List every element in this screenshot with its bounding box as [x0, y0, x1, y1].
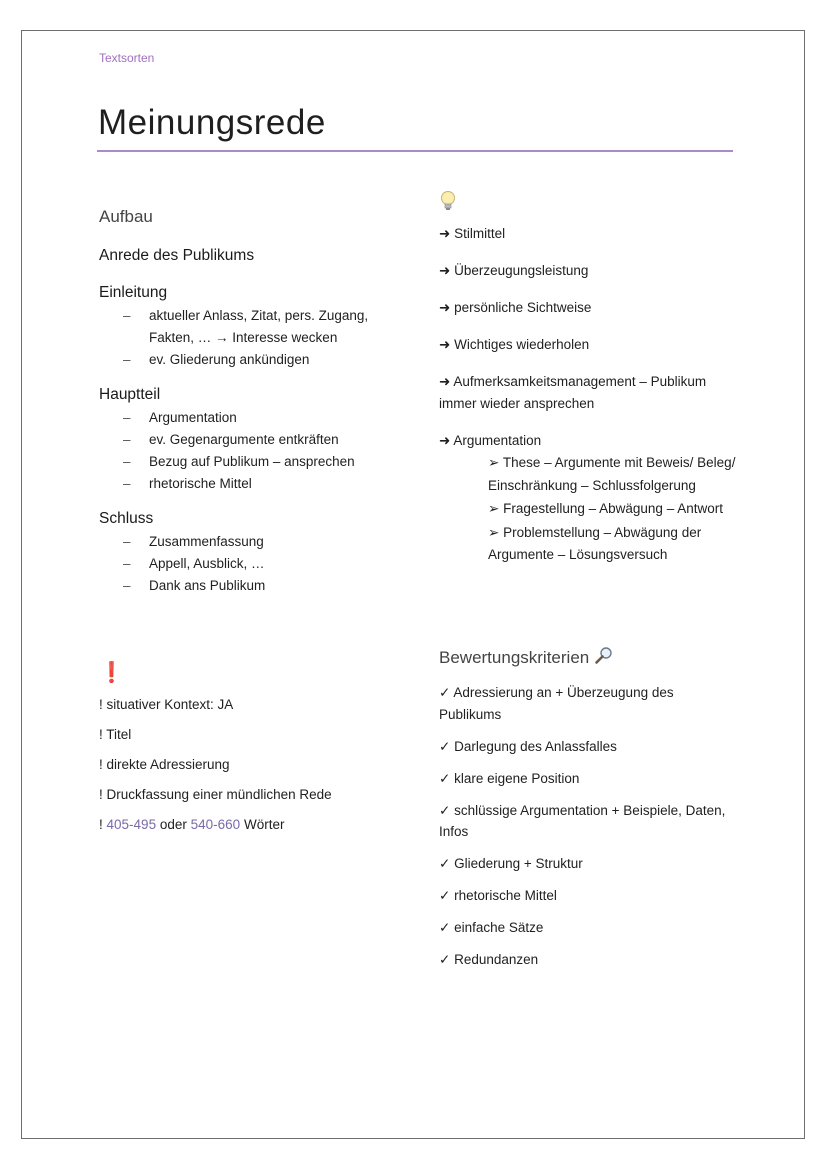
list-item: – ev. Gliederung ankündigen [99, 349, 399, 371]
dash-marker: – [123, 476, 131, 491]
section-title: Hauptteil [99, 386, 161, 403]
anrede-heading: Anrede des Publikums [99, 247, 255, 264]
list-item: – Zusammenfassung [99, 531, 399, 553]
list-item: – Dank ans Publikum [99, 575, 399, 597]
argumentation-item: ➜ Argumentation [439, 433, 542, 448]
list-item: – aktueller Anlass, Zitat, pers. Zugang, Fakten, … → Interesse wecken [99, 305, 399, 349]
subitem: ➢ Fragestellung – Abwägung – Antwort [488, 501, 723, 516]
note-item: ! situativer Kontext: JA [99, 697, 234, 712]
criteria-item: ✓ einfache Sätze [439, 920, 544, 935]
word-count-note: ! 405-495 oder 540-660 Wörter [99, 817, 285, 832]
note-item: ! Druckfassung einer mündlichen Rede [99, 787, 332, 802]
section-title: Einleitung [99, 284, 168, 301]
tip-item: ➜ persönliche Sichtweise [439, 300, 592, 315]
note-item: ! Titel [99, 727, 132, 742]
document-header: Textsorten [99, 51, 155, 65]
dash-marker: – [123, 410, 131, 425]
tips-section [439, 190, 739, 568]
aufbau-heading: Aufbau [99, 207, 153, 226]
word-range-2: 540-660 [190, 817, 241, 832]
dash-marker: – [123, 308, 131, 323]
tip-item: ➜ Aufmerksamkeitsmanagement – Publikum immer wieder ansprechen [439, 374, 707, 411]
dash-marker: – [123, 578, 131, 593]
criteria-section [439, 645, 739, 981]
section-title: Schluss [99, 510, 154, 527]
list-item: – rhetorische Mittel [99, 473, 399, 495]
dash-marker: – [123, 556, 131, 571]
criteria-item: ✓ Gliederung + Struktur [439, 856, 583, 871]
list-item: – Argumentation [99, 407, 399, 429]
list-item: – Bezug auf Publikum – ansprechen [99, 451, 399, 473]
criteria-item: ✓ schlüssige Argumentation + Beispiele, Daten, Infos [439, 802, 726, 839]
criteria-item: ✓ rhetorische Mittel [439, 888, 557, 903]
criteria-item: ✓ klare eigene Position [439, 770, 580, 786]
exclamation-icon: ❗ [99, 662, 124, 684]
lightbulb-icon [439, 190, 739, 223]
word-range-1: 405-495 [106, 817, 157, 832]
aufbau-section [99, 207, 399, 611]
tip-item: ➜ Stilmittel [439, 226, 506, 241]
criteria-item: ✓ Redundanzen [439, 952, 539, 967]
criteria-item: ✓ Darlegung des Anlassfalles [439, 738, 617, 754]
criteria-item: ✓ Adressierung an + Überzeugung des Publikums [439, 685, 674, 722]
subitem: ➢ Problemstellung – Abwägung der Argumente – Lösungsversuch [488, 524, 702, 562]
title-divider [97, 150, 733, 152]
tip-item: ➜ Wichtiges wiederholen [439, 337, 590, 352]
page-title: Meinungsrede [98, 103, 326, 142]
subitem: ➢ These – Argumente mit Beweis/ Beleg/ Einschränkung – Schlussfolgerung [488, 455, 736, 493]
list-item: – Appell, Ausblick, … [99, 553, 399, 575]
hauptteil-section [99, 385, 399, 495]
list-item: – ev. Gegenargumente entkräften [99, 429, 399, 451]
notes-section [99, 662, 399, 840]
dash-marker: – [123, 534, 131, 549]
schluss-section [99, 509, 399, 597]
magnifier-icon [594, 646, 614, 674]
criteria-heading: Bewertungskriterien [439, 645, 739, 674]
dash-marker: – [123, 352, 131, 367]
einleitung-section [99, 283, 399, 371]
note-item: ! direkte Adressierung [99, 757, 230, 772]
dash-marker: – [123, 432, 131, 447]
dash-marker: – [123, 454, 131, 469]
argumentation-subitems [439, 452, 739, 567]
tip-item: ➜ Überzeugungsleistung [439, 263, 589, 278]
